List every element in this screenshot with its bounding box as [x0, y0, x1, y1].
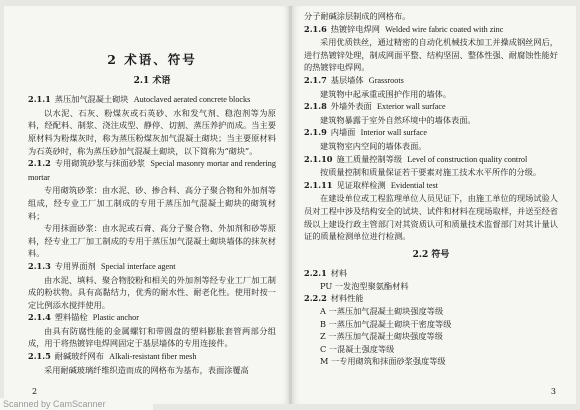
term-head: 专用界面剂	[54, 260, 96, 271]
term-body: 采用耐碱玻璃纤维织造而成的网格布为基布，表面涂覆高	[44, 364, 249, 375]
term-head: 塑料锚栓	[54, 312, 88, 323]
term-english: Alkali-resistant fiber mesh	[109, 352, 197, 362]
symbol-line: B 一蒸压加气混凝土砌块干密度等级	[320, 318, 452, 329]
term-head: 蒸压加气混凝土砌块	[54, 94, 129, 105]
chapter-title: 2 术语、符号	[107, 52, 197, 67]
continuation-text: 分子耐碱涂层制成的网格布。	[304, 11, 411, 21]
term-body: 采用优质铁丝，通过精密的自动化机械技术加工并操成钢丝网后，进行热镀锌处理，制成网面平整、结构坚固、整体性强、耐腐蚀性能好的热镀锌电焊网。	[304, 37, 558, 73]
term-entry	[304, 100, 558, 126]
term-english: Welded wire fabric coated with zinc	[385, 24, 504, 34]
term-number: 2.1.7	[304, 74, 327, 85]
term-head: 内墙面	[330, 127, 356, 138]
term-english: Special interface agent	[100, 261, 176, 271]
term-entry	[28, 311, 276, 350]
term-number: 2.1.4	[28, 312, 51, 323]
term-entry	[304, 153, 558, 179]
term-body: 专用抹面砂浆：由水泥或石膏、高分子聚合物、外加剂和砂等原料，经专业工厂加工制成的专用于蒸压加气混凝土砌块墙体的抹灰材料。	[28, 223, 276, 259]
term-body: 建筑物室内空间的墙体表面。	[320, 140, 427, 151]
term-english: Interior wall surface	[360, 128, 427, 138]
symbol-line: Z 一蒸压加气混凝土砌块强度等级	[320, 331, 443, 342]
term-number: 2.1.9	[304, 127, 327, 138]
symbol-line: PU 一发泡型聚氨酯材料	[320, 280, 409, 291]
left-page	[4, 6, 290, 404]
term-entry	[28, 93, 276, 157]
term-entry	[304, 179, 558, 243]
section-title-terms: 2.1 术语	[133, 75, 171, 86]
term-body: 由水泥、填料、聚合物胶粉和相关的外加剂等经专业工厂加工制成的粉状物。具有高黏结力，优秀的耐水性、耐老化性。使用时按一定比例添水搅拌使用。	[28, 274, 276, 310]
term-body: 在建设单位或工程监理单位人员见证下，由施工单位的现场试验人员对工程中涉及结构安全的试块、试件和材料在现场取样，并送至经省级以上建设行政主管部门对其资质认可和质量技术监督部门对其计量认证的质量检测单位进行检测。	[304, 193, 558, 242]
term-entry	[304, 23, 558, 74]
page-number: 3	[550, 387, 556, 396]
left-page-content	[28, 10, 276, 376]
term-english: Grassroots	[368, 75, 404, 85]
term-head: 施工质量控制等级	[336, 153, 403, 164]
symbol-head: 材料性能	[330, 293, 364, 304]
symbol-number: 2.2.2	[304, 293, 327, 304]
term-entry	[304, 74, 558, 100]
term-number: 2.1.8	[304, 101, 327, 112]
right-page	[292, 6, 576, 404]
term-english: Plastic anchor	[92, 313, 139, 323]
term-head: 外墙外表面	[330, 101, 372, 112]
scanner-watermark: Scanned by CamScanner	[0, 398, 153, 410]
symbol-heading	[304, 267, 558, 280]
right-page-content	[304, 10, 558, 368]
term-english: Level of construction quality control	[407, 154, 528, 164]
term-number: 2.1.2	[28, 158, 51, 169]
term-body: 建筑物暴露于室外自然环境中的墙体表面。	[320, 114, 476, 125]
term-number: 2.1.10	[304, 153, 333, 164]
term-body: 以水泥、石灰、粉煤灰或石英砂、水和发气剂、稳泡剂等为原料，经配料、制浆、浇注成型、静停、切割、蒸压养护而成。当主要原材料为粉煤灰时，称为蒸压粉煤灰加气混凝土砌块；当主要原材料为石英砂时，称为蒸压砂加气混凝土砌块，以下简称为“砌块”。	[28, 107, 276, 156]
term-english: Special masonry mortar and rendering mortar	[28, 159, 276, 182]
term-body: 由具有防腐性能的金属螺钉和带圆盘的塑料膨胀套管两部分组成，用于将热镀锌电焊网固定于基层墙体的专用连接件。	[28, 325, 276, 349]
symbol-head: 材料	[330, 268, 348, 279]
term-english: Exterior wall surface	[376, 102, 446, 112]
term-number: 2.1.1	[28, 94, 51, 105]
term-english: Autoclaved aerated concrete blocks	[133, 95, 251, 105]
section-title-symbols: 2.2 符号	[412, 249, 450, 260]
term-english: Evidential test	[390, 180, 438, 190]
term-entry	[28, 350, 276, 376]
term-entry	[28, 157, 276, 260]
term-head: 见证取样检测	[336, 179, 386, 190]
term-body: 专用砌筑砂浆：由水泥、砂、掺合料、高分子聚合物和外加剂等组成，经专业工厂加工制成的专用于蒸压加气混凝土砌块的砌筑材料；	[28, 185, 276, 221]
term-number: 2.1.5	[28, 351, 51, 362]
term-head: 专用砌筑砂浆与抹面砂浆	[54, 158, 146, 169]
term-entry	[28, 260, 276, 311]
term-number: 2.1.6	[304, 23, 327, 34]
symbol-line: C 一混凝土强度等级	[320, 343, 395, 354]
symbol-line: M 一专用砌筑和抹面砂浆强度等级	[320, 356, 446, 367]
term-head: 基层墙体	[330, 74, 364, 85]
term-number: 2.1.11	[304, 179, 333, 190]
page-number: 2	[32, 387, 38, 396]
symbol-heading	[304, 292, 558, 305]
symbol-number: 2.2.1	[304, 268, 327, 279]
term-entry	[304, 126, 558, 152]
symbol-line: A 一蒸压加气混凝土砌块强度等级	[320, 306, 444, 317]
term-head: 耐碱玻纤网布	[54, 351, 104, 362]
term-head: 热镀锌电焊网	[330, 23, 380, 34]
term-body: 建筑物中起承重或围护作用的墙体。	[320, 88, 452, 99]
term-body: 按质量控制和质量保证若干要素对施工技术水平所作的分级。	[320, 167, 542, 178]
term-number: 2.1.3	[28, 260, 51, 271]
